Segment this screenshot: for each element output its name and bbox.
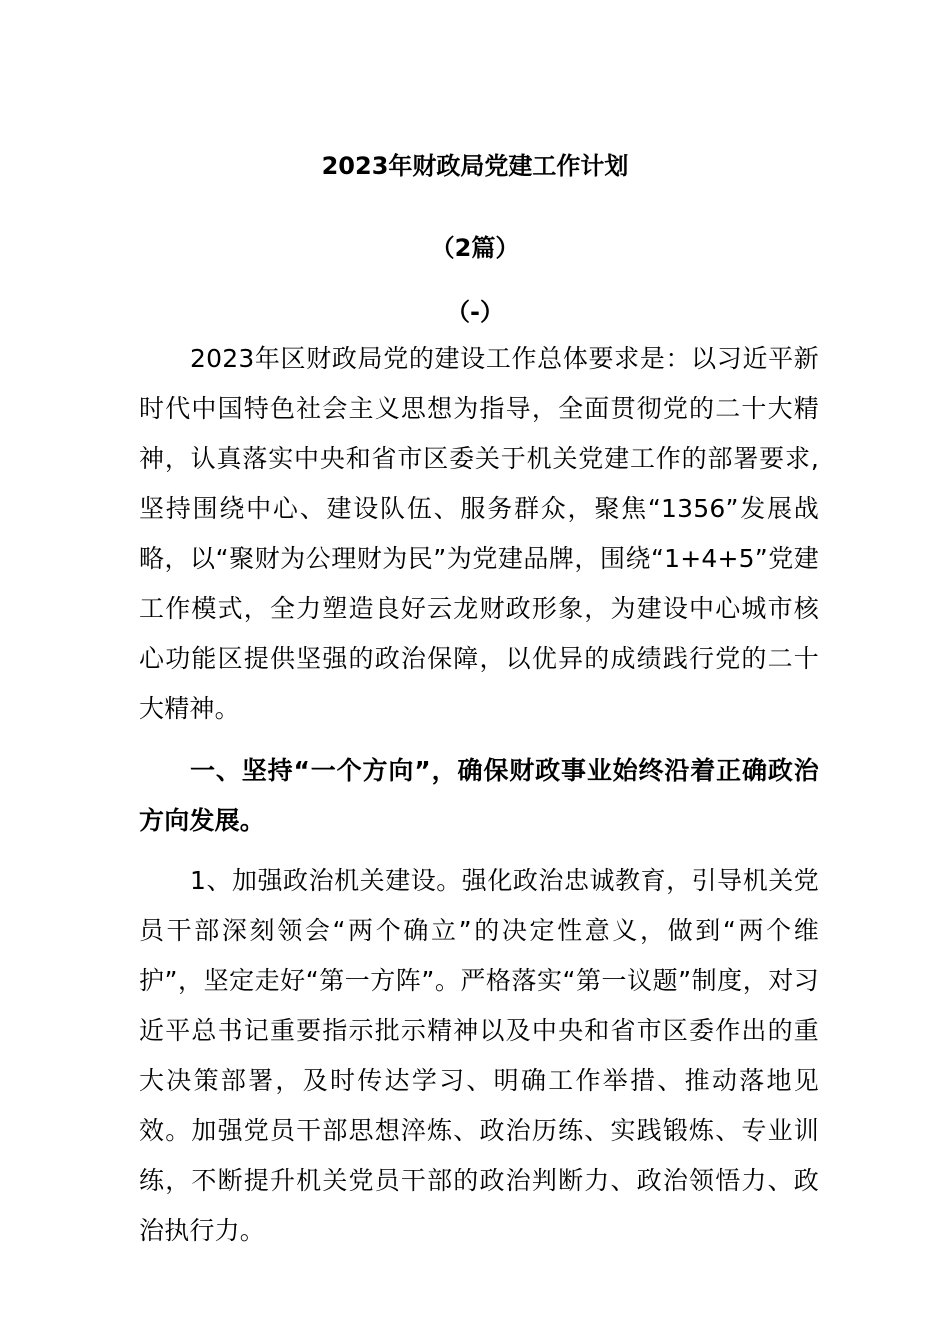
- body-paragraph: 1、加强政治机关建设。强化政治忠诚教育，引导机关党员干部深刻领会“两个确立”的决定性意义，做到“两个维护”，坚定走好“第一方阵”。严格落实“第一议题”制度，对习近平总书记重要指示批示精神以及中央和省市区委作出的重大决策部署，及时传达学习、明确工作举措、推动落地见效。加强党员干部思想淬炼、政治历练、实践锻炼、专业训练，不断提升机关党员干部的政治判断力、政治领悟力、政治执行力。: [139, 866, 819, 1245]
- section-heading: 一、坚持“一个方向”，确保财政事业始终沿着正确政治方向发展。: [139, 756, 819, 835]
- intro-paragraph: 2023年区财政局党的建设工作总体要求是：以习近平新时代中国特色社会主义思想为指导，全面贯彻党的二十大精神，认真落实中央和省市区委关于机关党建工作的部署要求,坚持围绕中心、建设队伍、服务群众，聚焦“1356”发展战略，以“聚财为公理财为民”为党建品牌，围绕“1+4+5”党建工作模式，全力塑造良好云龙财政形象，为建设中心城市核心功能区提供坚强的政治保障，以优异的成绩践行党的二十大精神。: [139, 344, 819, 723]
- document-title: 2023年财政局党建工作计划: [321, 152, 629, 180]
- document-subtitle: （2篇）: [430, 234, 520, 262]
- section-marker: （-）: [446, 298, 504, 326]
